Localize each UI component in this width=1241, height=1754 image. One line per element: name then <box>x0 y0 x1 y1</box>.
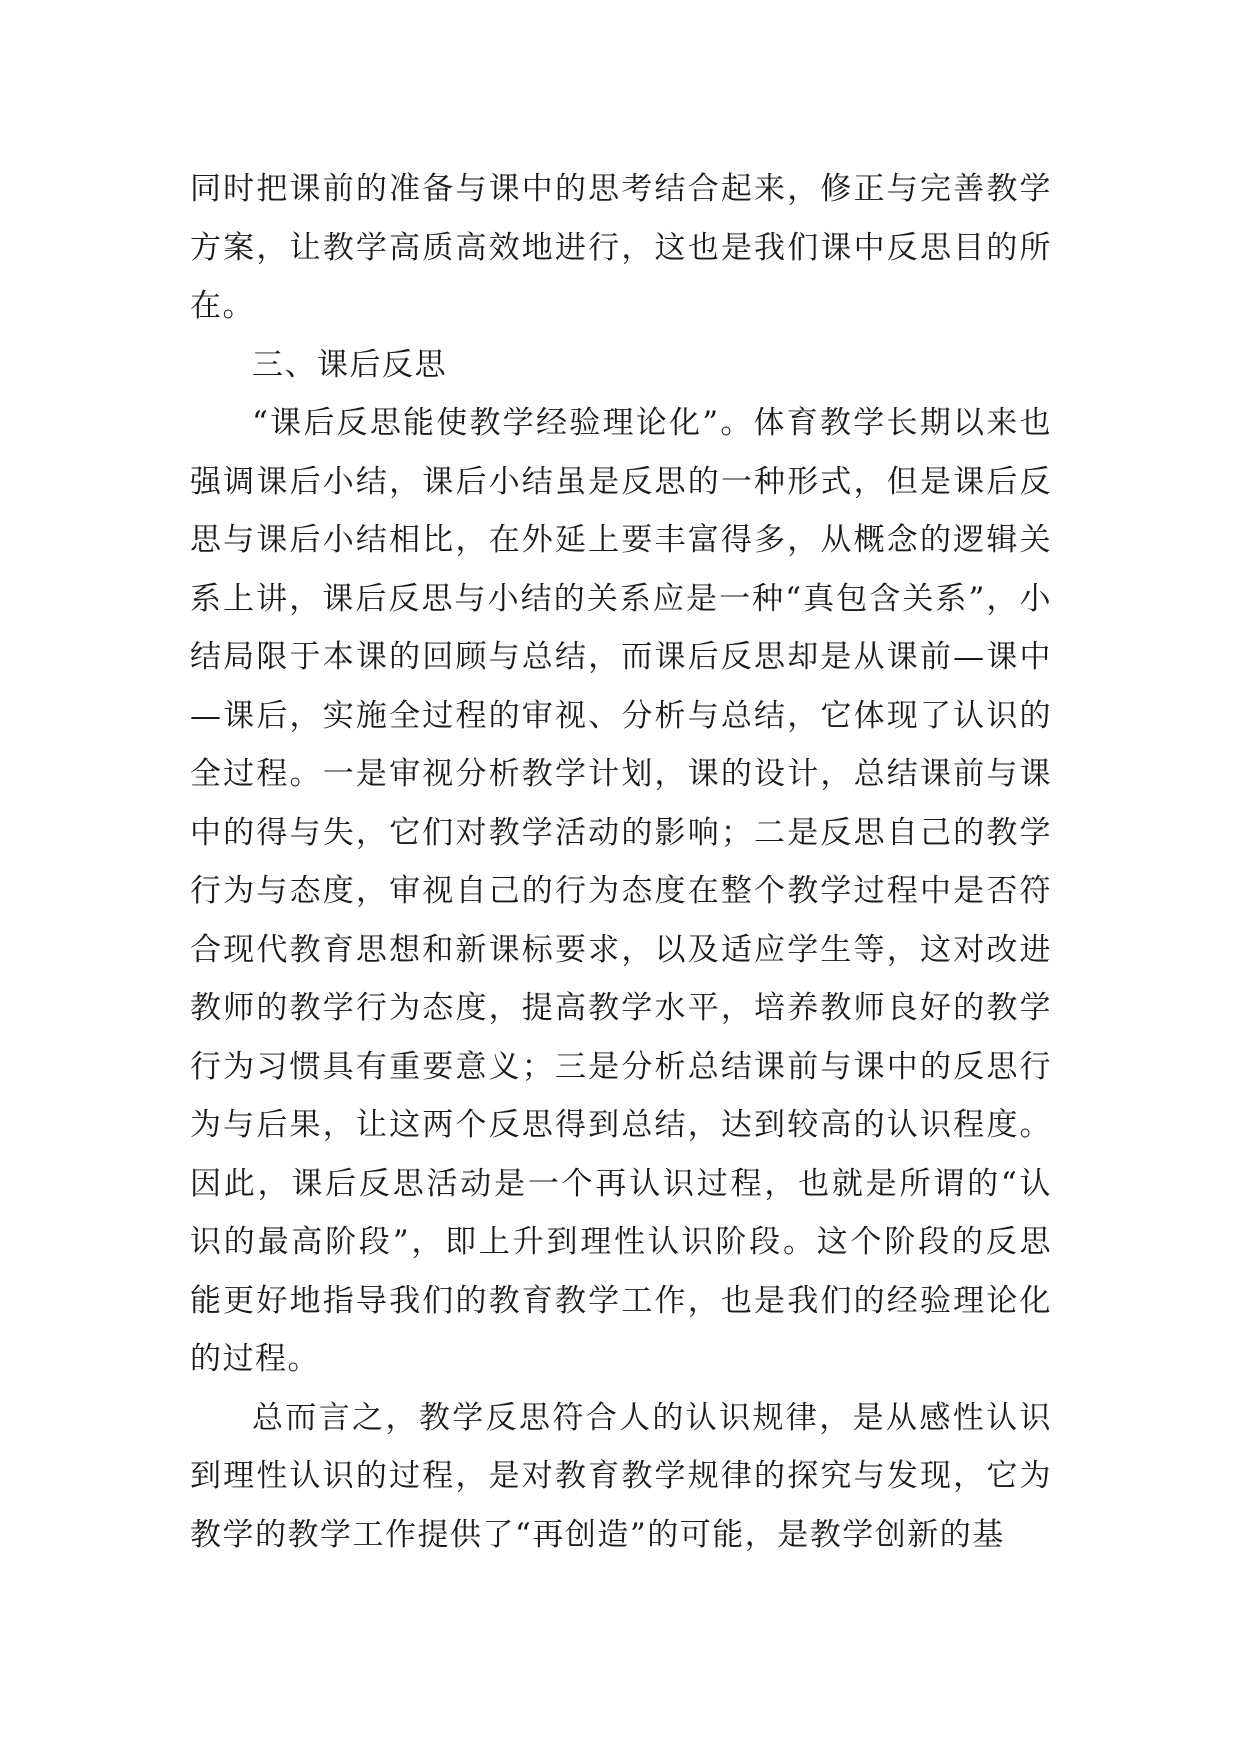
body-text <box>190 160 1052 1564</box>
paragraph-continuation: 同时把课前的准备与课中的思考结合起来，修正与完善教学方案，让教学高质高效地进行，这也是我们课中反思目的所在。 <box>190 171 1052 324</box>
paragraph-after-class-reflection: “课后反思能使教学经验理论化”。体育教学长期以来也强调课后小结，课后小结虽是反思的一种形式，但是课后反思与课后小结相比，在外延上要丰富得多，从概念的逻辑关系上讲，课后反思与小结的关系应是一种“真包含关系”，小结局限于本课的回顾与总结，而课后反思却是从课前—课中—课后，实施全过程的审视、分析与总结，它体现了认识的全过程。一是审视分析教学计划，课的设计，总结课前与课中的得与失，它们对教学活动的影响；二是反思自己的教学行为与态度，审视自己的行为态度在整个教学过程中是否符合现代教育思想和新课标要求，以及适应学生等，这对改进教师的教学行为态度，提高教学水平，培养教师良好的教学行为习惯具有重要意义；三是分析总结课前与课中的反思行为与后果，让这两个反思得到总结，达到较高的认识程度。因此，课后反思活动是一个再认识过程，也就是所谓的“认识的最高阶段”，即上升到理性认识阶段。这个阶段的反思能更好地指导我们的教育教学工作，也是我们的经验理论化的过程。 <box>190 405 1052 1377</box>
section-heading: 三、课后反思 <box>252 346 447 383</box>
paragraph-conclusion: 总而言之，教学反思符合人的认识规律，是从感性认识到理性认识的过程，是对教育教学规律的探究与发现，它为教学的教学工作提供了“再创造”的可能，是教学创新的基 <box>190 1399 1052 1553</box>
